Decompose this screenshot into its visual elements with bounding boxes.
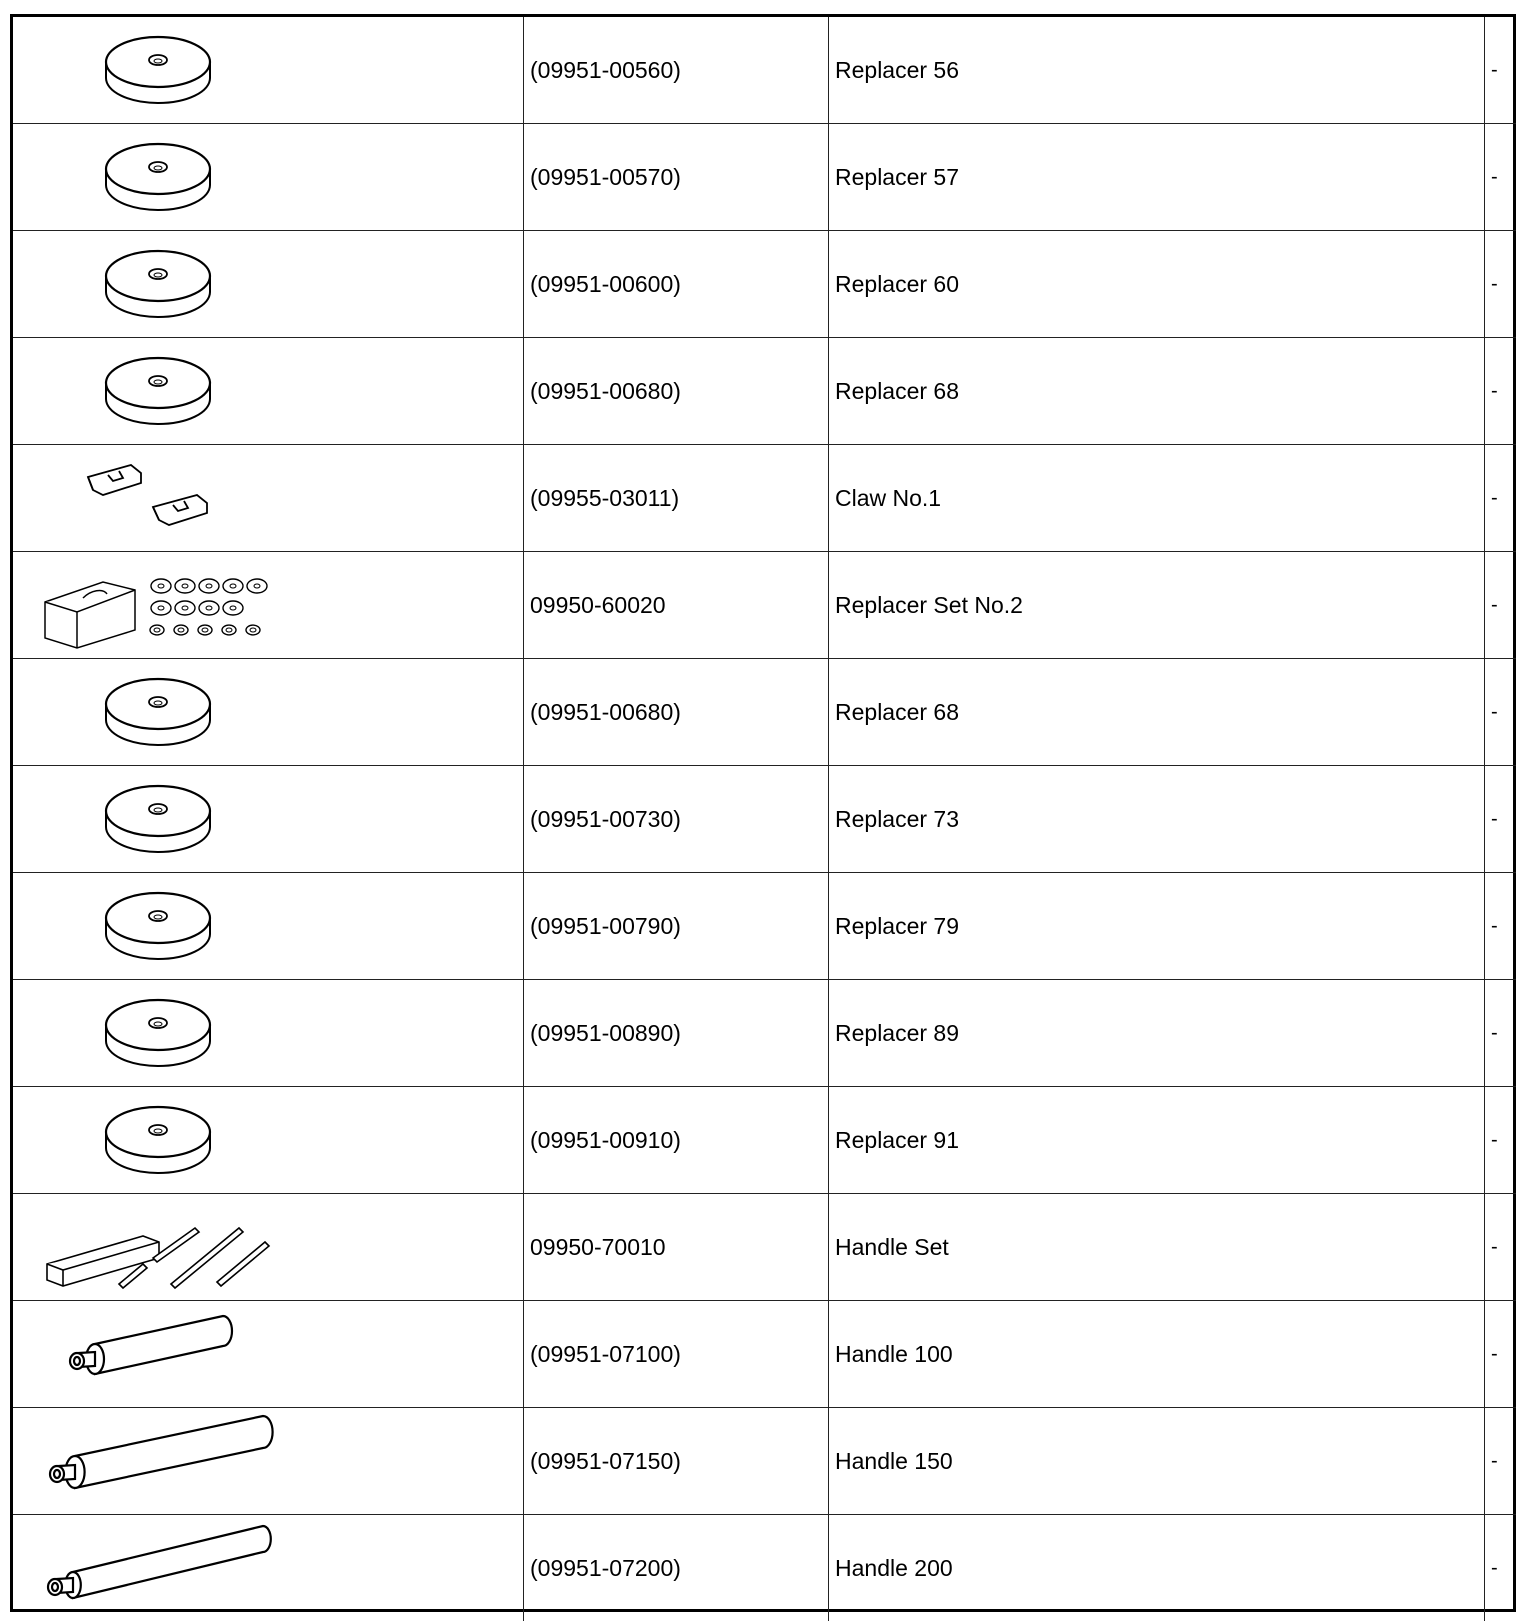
tool-name-cell: [829, 659, 1485, 766]
note-dash: -: [1491, 486, 1498, 509]
table-row: [13, 552, 1516, 659]
tool-name: Replacer 60: [835, 270, 960, 297]
table-row: [13, 1194, 1516, 1301]
tool-name: Replacer 91: [835, 1126, 960, 1153]
handle-short-icon: [13, 1301, 523, 1407]
table-row: [13, 17, 1516, 124]
table-row: [13, 231, 1516, 338]
note-dash: -: [1491, 1449, 1498, 1472]
note-dash: -: [1491, 807, 1498, 830]
note-cell: [1485, 1408, 1517, 1515]
tool-name: Replacer 57: [835, 163, 960, 190]
tool-name: Handle 150: [835, 1447, 953, 1474]
note-dash: -: [1491, 272, 1498, 295]
tool-name: Handle 200: [835, 1554, 953, 1581]
tool-illustration-cell: [13, 1087, 524, 1194]
tool-illustration-cell: [13, 980, 524, 1087]
part-number: (09951-07100): [530, 1340, 681, 1367]
replacer-set-case-icon: [13, 552, 523, 658]
note-cell: [1485, 1194, 1517, 1301]
tool-illustration-cell: [13, 1194, 524, 1301]
part-number-cell: [524, 338, 829, 445]
part-number-cell: [524, 552, 829, 659]
tool-illustration-cell: [13, 1301, 524, 1408]
tool-illustration-cell: [13, 1515, 524, 1622]
note-dash: -: [1491, 1235, 1498, 1258]
tool-name-cell: [829, 124, 1485, 231]
disc-replacer-icon: [13, 231, 523, 337]
table-row: [13, 1515, 1516, 1622]
note-dash: -: [1491, 165, 1498, 188]
tool-name: Replacer 79: [835, 912, 960, 939]
tool-illustration-cell: [13, 552, 524, 659]
tool-illustration-cell: [13, 873, 524, 980]
disc-replacer-icon: [13, 338, 523, 444]
tool-name: Handle 100: [835, 1340, 953, 1367]
part-number-cell: [524, 445, 829, 552]
disc-replacer-icon: [13, 659, 523, 765]
part-number: (09951-00680): [530, 698, 681, 725]
part-number: 09950-70010: [530, 1233, 666, 1260]
part-number-cell: [524, 1087, 829, 1194]
part-number: (09951-00890): [530, 1019, 681, 1046]
table-row: [13, 980, 1516, 1087]
part-number: (09951-00600): [530, 270, 681, 297]
table-row: [13, 124, 1516, 231]
handle-long-icon: [13, 1515, 523, 1621]
claw-pair-icon: [13, 445, 523, 551]
part-number-cell: [524, 1194, 829, 1301]
tool-name: Handle Set: [835, 1233, 949, 1260]
part-number-cell: [524, 231, 829, 338]
part-number-cell: [524, 17, 829, 124]
table-row: [13, 1408, 1516, 1515]
note-cell: [1485, 1515, 1517, 1622]
tool-name-cell: [829, 1087, 1485, 1194]
part-number: (09951-00730): [530, 805, 681, 832]
part-number-cell: [524, 124, 829, 231]
part-number: (09955-03011): [530, 484, 680, 511]
disc-replacer-icon: [13, 124, 523, 230]
table-row: [13, 445, 1516, 552]
part-number-cell: [524, 1408, 829, 1515]
table-row: [13, 659, 1516, 766]
note-cell: [1485, 766, 1517, 873]
part-number: (09951-00560): [530, 56, 681, 83]
tool-illustration-cell: [13, 766, 524, 873]
note-cell: [1485, 445, 1517, 552]
note-dash: -: [1491, 1342, 1498, 1365]
note-cell: [1485, 873, 1517, 980]
tool-name-cell: [829, 1515, 1485, 1622]
note-cell: [1485, 124, 1517, 231]
tool-name: Replacer 56: [835, 56, 960, 83]
note-dash: -: [1491, 700, 1498, 723]
part-number: (09951-00570): [530, 163, 681, 190]
tool-name: Replacer 68: [835, 698, 960, 725]
handle-medium-icon: [13, 1408, 523, 1514]
tool-name-cell: [829, 1301, 1485, 1408]
note-dash: -: [1491, 58, 1498, 81]
note-cell: [1485, 231, 1517, 338]
part-number: 09950-60020: [530, 591, 666, 618]
part-number: (09951-00790): [530, 912, 681, 939]
note-cell: [1485, 980, 1517, 1087]
note-cell: [1485, 17, 1517, 124]
note-cell: [1485, 338, 1517, 445]
tool-illustration-cell: [13, 1408, 524, 1515]
special-tools-table: [13, 17, 1516, 1621]
tool-name-cell: [829, 873, 1485, 980]
tool-name-cell: [829, 445, 1485, 552]
tool-illustration-cell: [13, 231, 524, 338]
part-number: (09951-00680): [530, 377, 681, 404]
tool-table-sheet: [10, 14, 1516, 1612]
note-dash: -: [1491, 593, 1498, 616]
disc-replacer-icon: [13, 980, 523, 1086]
part-number-cell: [524, 1301, 829, 1408]
tool-name: Claw No.1: [835, 484, 942, 511]
part-number-cell: [524, 766, 829, 873]
part-number-cell: [524, 873, 829, 980]
disc-replacer-icon: [13, 873, 523, 979]
note-dash: -: [1491, 1556, 1498, 1579]
tool-name-cell: [829, 17, 1485, 124]
tool-name: Replacer 89: [835, 1019, 960, 1046]
table-row: [13, 766, 1516, 873]
note-dash: -: [1491, 1128, 1498, 1151]
tool-name-cell: [829, 980, 1485, 1087]
note-cell: [1485, 1301, 1517, 1408]
table-row: [13, 338, 1516, 445]
tool-illustration-cell: [13, 17, 524, 124]
tool-name: Replacer 73: [835, 805, 960, 832]
tool-illustration-cell: [13, 445, 524, 552]
note-dash: -: [1491, 1021, 1498, 1044]
part-number-cell: [524, 659, 829, 766]
tool-name: Replacer Set No.2: [835, 591, 1023, 618]
tool-name-cell: [829, 1408, 1485, 1515]
disc-replacer-icon: [13, 766, 523, 872]
tool-illustration-cell: [13, 659, 524, 766]
table-row: [13, 1301, 1516, 1408]
tool-illustration-cell: [13, 124, 524, 231]
part-number: (09951-07200): [530, 1554, 681, 1581]
part-number-cell: [524, 1515, 829, 1622]
table-row: [13, 873, 1516, 980]
note-cell: [1485, 1087, 1517, 1194]
tool-illustration-cell: [13, 338, 524, 445]
tool-name-cell: [829, 552, 1485, 659]
note-cell: [1485, 552, 1517, 659]
part-number: (09951-00910): [530, 1126, 681, 1153]
handle-set-icon: [13, 1194, 523, 1300]
tool-name-cell: [829, 338, 1485, 445]
table-row: [13, 1087, 1516, 1194]
note-dash: -: [1491, 379, 1498, 402]
tool-name-cell: [829, 766, 1485, 873]
part-number-cell: [524, 980, 829, 1087]
note-cell: [1485, 659, 1517, 766]
tool-name: Replacer 68: [835, 377, 960, 404]
note-dash: -: [1491, 914, 1498, 937]
tool-name-cell: [829, 231, 1485, 338]
disc-replacer-icon: [13, 1087, 523, 1193]
part-number: (09951-07150): [530, 1447, 681, 1474]
disc-replacer-icon: [13, 17, 523, 123]
tool-name-cell: [829, 1194, 1485, 1301]
